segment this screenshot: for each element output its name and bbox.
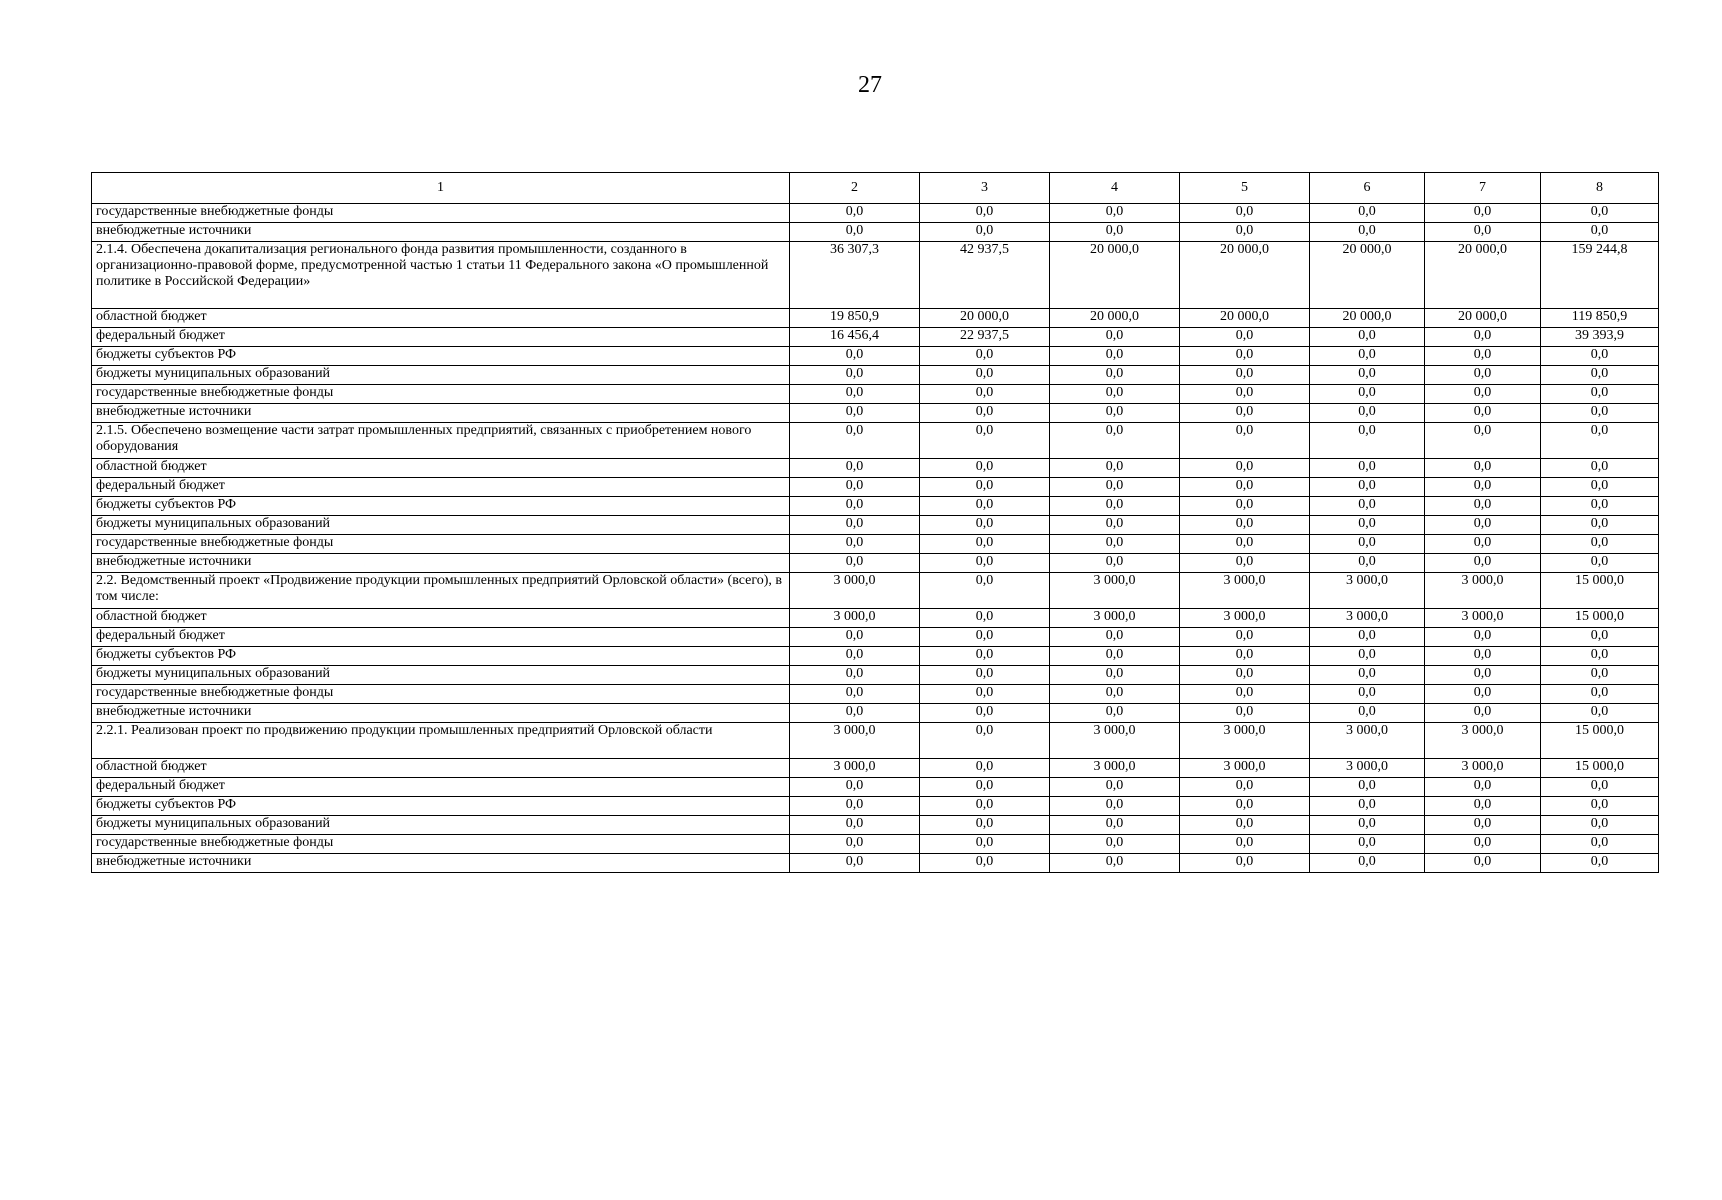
table-cell-value: 20 000,0 <box>1425 242 1541 309</box>
column-header: 6 <box>1310 173 1425 204</box>
table-cell-value: 0,0 <box>1180 223 1310 242</box>
table-cell-value: 119 850,9 <box>1541 309 1659 328</box>
table-cell-value: 0,0 <box>1310 666 1425 685</box>
table-cell-value: 3 000,0 <box>790 609 920 628</box>
table-cell-value: 0,0 <box>1050 497 1180 516</box>
table-cell-value: 0,0 <box>920 759 1050 778</box>
table-cell-value: 0,0 <box>1050 666 1180 685</box>
table-cell-value: 0,0 <box>1050 328 1180 347</box>
table-cell-value: 0,0 <box>920 573 1050 609</box>
table-cell-value: 0,0 <box>1180 478 1310 497</box>
table-cell-value: 0,0 <box>790 816 920 835</box>
table-cell-value: 0,0 <box>1425 204 1541 223</box>
table-row <box>92 666 1659 685</box>
table-cell-value: 20 000,0 <box>1180 242 1310 309</box>
table-cell-value: 0,0 <box>1180 459 1310 478</box>
table-cell-value: 0,0 <box>1541 778 1659 797</box>
table-row <box>92 242 1659 309</box>
table-cell-value: 0,0 <box>1425 854 1541 873</box>
table-cell-value: 0,0 <box>1425 366 1541 385</box>
table-cell-value: 0,0 <box>1425 704 1541 723</box>
table-cell-value: 0,0 <box>1425 685 1541 704</box>
table-cell-value: 0,0 <box>1425 497 1541 516</box>
table-cell-value: 0,0 <box>1541 366 1659 385</box>
table-cell-value: 0,0 <box>1310 347 1425 366</box>
table-cell-value: 0,0 <box>1180 423 1310 459</box>
table-row <box>92 204 1659 223</box>
row-label: внебюджетные источники <box>92 223 790 242</box>
table-cell-value: 0,0 <box>1425 835 1541 854</box>
table-cell-value: 0,0 <box>1310 628 1425 647</box>
table-cell-value: 0,0 <box>1425 647 1541 666</box>
table-cell-value: 0,0 <box>920 204 1050 223</box>
table-cell-value: 15 000,0 <box>1541 723 1659 759</box>
table-cell-value: 0,0 <box>1180 347 1310 366</box>
row-label: внебюджетные источники <box>92 554 790 573</box>
table-cell-value: 0,0 <box>1541 404 1659 423</box>
table-cell-value: 3 000,0 <box>1050 723 1180 759</box>
row-label: областной бюджет <box>92 459 790 478</box>
row-label: федеральный бюджет <box>92 328 790 347</box>
table-cell-value: 0,0 <box>790 459 920 478</box>
table-cell-value: 0,0 <box>1050 816 1180 835</box>
table-cell-value: 3 000,0 <box>1425 759 1541 778</box>
table-cell-value: 20 000,0 <box>1310 242 1425 309</box>
table-cell-value: 0,0 <box>1541 423 1659 459</box>
table-cell-value: 0,0 <box>1180 797 1310 816</box>
table-cell-value: 0,0 <box>920 835 1050 854</box>
row-label: государственные внебюджетные фонды <box>92 385 790 404</box>
table-cell-value: 3 000,0 <box>1425 609 1541 628</box>
row-label: бюджеты субъектов РФ <box>92 797 790 816</box>
table-cell-value: 0,0 <box>1050 516 1180 535</box>
table-cell-value: 0,0 <box>920 404 1050 423</box>
table-cell-value: 0,0 <box>790 835 920 854</box>
table-cell-value: 0,0 <box>1050 797 1180 816</box>
row-label: государственные внебюджетные фонды <box>92 835 790 854</box>
table-row <box>92 835 1659 854</box>
row-label: федеральный бюджет <box>92 478 790 497</box>
table-row <box>92 223 1659 242</box>
table-row <box>92 704 1659 723</box>
row-label: областной бюджет <box>92 759 790 778</box>
table-cell-value: 0,0 <box>1050 704 1180 723</box>
table-cell-value: 0,0 <box>1180 535 1310 554</box>
table-cell-value: 20 000,0 <box>1425 309 1541 328</box>
table-row <box>92 366 1659 385</box>
table-cell-value: 0,0 <box>790 854 920 873</box>
table-cell-value: 19 850,9 <box>790 309 920 328</box>
row-label: федеральный бюджет <box>92 628 790 647</box>
row-label: государственные внебюджетные фонды <box>92 204 790 223</box>
table-cell-value: 0,0 <box>1425 778 1541 797</box>
budget-table-container <box>91 172 1659 873</box>
table-cell-value: 0,0 <box>790 404 920 423</box>
table-cell-value: 0,0 <box>790 797 920 816</box>
table-cell-value: 0,0 <box>1425 554 1541 573</box>
table-cell-value: 0,0 <box>1050 778 1180 797</box>
table-cell-value: 0,0 <box>1180 204 1310 223</box>
table-cell-value: 0,0 <box>1180 854 1310 873</box>
table-cell-value: 15 000,0 <box>1541 759 1659 778</box>
table-row <box>92 854 1659 873</box>
column-header: 3 <box>920 173 1050 204</box>
row-label: бюджеты муниципальных образований <box>92 516 790 535</box>
table-row <box>92 478 1659 497</box>
table-cell-value: 0,0 <box>1310 423 1425 459</box>
table-cell-value: 0,0 <box>790 497 920 516</box>
table-cell-value: 0,0 <box>1050 535 1180 554</box>
table-cell-value: 0,0 <box>790 628 920 647</box>
table-cell-value: 0,0 <box>1050 385 1180 404</box>
table-cell-value: 3 000,0 <box>1050 759 1180 778</box>
table-cell-value: 0,0 <box>790 778 920 797</box>
table-cell-value: 0,0 <box>1050 628 1180 647</box>
table-cell-value: 0,0 <box>1541 854 1659 873</box>
table-row <box>92 554 1659 573</box>
table-cell-value: 0,0 <box>790 554 920 573</box>
table-row <box>92 778 1659 797</box>
table-cell-value: 0,0 <box>1310 366 1425 385</box>
table-cell-value: 0,0 <box>1541 204 1659 223</box>
table-cell-value: 0,0 <box>1050 366 1180 385</box>
row-label: 2.2. Ведомственный проект «Продвижение продукции промышленных предприятий Орловской области» (всего), в том числе: <box>92 573 790 609</box>
table-cell-value: 0,0 <box>920 497 1050 516</box>
table-cell-value: 0,0 <box>790 423 920 459</box>
budget-table <box>91 172 1659 873</box>
table-cell-value: 20 000,0 <box>920 309 1050 328</box>
table-cell-value: 0,0 <box>920 423 1050 459</box>
row-label: бюджеты субъектов РФ <box>92 647 790 666</box>
table-cell-value: 0,0 <box>1541 385 1659 404</box>
table-cell-value: 3 000,0 <box>1180 723 1310 759</box>
table-row <box>92 535 1659 554</box>
table-cell-value: 0,0 <box>1541 628 1659 647</box>
table-cell-value: 0,0 <box>1310 535 1425 554</box>
table-cell-value: 0,0 <box>1541 554 1659 573</box>
table-row <box>92 628 1659 647</box>
table-cell-value: 15 000,0 <box>1541 573 1659 609</box>
table-cell-value: 36 307,3 <box>790 242 920 309</box>
table-cell-value: 0,0 <box>920 647 1050 666</box>
row-label: бюджеты муниципальных образований <box>92 666 790 685</box>
table-row <box>92 404 1659 423</box>
row-label: 2.2.1. Реализован проект по продвижению продукции промышленных предприятий Орловской области <box>92 723 790 759</box>
table-cell-value: 0,0 <box>920 816 1050 835</box>
table-cell-value: 0,0 <box>920 685 1050 704</box>
table-cell-value: 0,0 <box>1541 797 1659 816</box>
table-cell-value: 0,0 <box>1310 816 1425 835</box>
table-cell-value: 15 000,0 <box>1541 609 1659 628</box>
table-cell-value: 3 000,0 <box>1425 573 1541 609</box>
table-cell-value: 0,0 <box>1541 497 1659 516</box>
table-cell-value: 0,0 <box>920 535 1050 554</box>
table-cell-value: 42 937,5 <box>920 242 1050 309</box>
table-cell-value: 0,0 <box>1425 478 1541 497</box>
table-cell-value: 0,0 <box>790 347 920 366</box>
table-cell-value: 0,0 <box>1310 204 1425 223</box>
table-cell-value: 0,0 <box>1310 685 1425 704</box>
table-cell-value: 3 000,0 <box>1180 609 1310 628</box>
table-cell-value: 0,0 <box>920 516 1050 535</box>
table-cell-value: 0,0 <box>1050 835 1180 854</box>
table-cell-value: 0,0 <box>1310 516 1425 535</box>
table-row <box>92 309 1659 328</box>
table-cell-value: 0,0 <box>1425 666 1541 685</box>
table-row <box>92 328 1659 347</box>
table-body <box>92 204 1659 873</box>
table-cell-value: 0,0 <box>1050 854 1180 873</box>
table-cell-value: 0,0 <box>1310 797 1425 816</box>
table-cell-value: 0,0 <box>1425 223 1541 242</box>
table-cell-value: 0,0 <box>1425 328 1541 347</box>
table-cell-value: 20 000,0 <box>1050 309 1180 328</box>
table-cell-value: 0,0 <box>1541 223 1659 242</box>
table-cell-value: 0,0 <box>790 385 920 404</box>
page-number: 27 <box>858 72 882 98</box>
table-row <box>92 423 1659 459</box>
table-cell-value: 0,0 <box>1180 704 1310 723</box>
table-cell-value: 0,0 <box>1050 347 1180 366</box>
table-cell-value: 20 000,0 <box>1180 309 1310 328</box>
table-cell-value: 0,0 <box>1180 404 1310 423</box>
table-cell-value: 0,0 <box>1541 478 1659 497</box>
table-cell-value: 20 000,0 <box>1050 242 1180 309</box>
table-cell-value: 0,0 <box>790 366 920 385</box>
table-cell-value: 0,0 <box>1425 404 1541 423</box>
row-label: бюджеты субъектов РФ <box>92 497 790 516</box>
table-cell-value: 3 000,0 <box>790 759 920 778</box>
table-cell-value: 0,0 <box>1425 347 1541 366</box>
row-label: областной бюджет <box>92 309 790 328</box>
table-cell-value: 0,0 <box>1310 404 1425 423</box>
table-row <box>92 723 1659 759</box>
column-header: 2 <box>790 173 920 204</box>
table-cell-value: 0,0 <box>1425 816 1541 835</box>
table-cell-value: 0,0 <box>1050 554 1180 573</box>
table-cell-value: 0,0 <box>1310 385 1425 404</box>
table-cell-value: 0,0 <box>1180 385 1310 404</box>
table-row <box>92 647 1659 666</box>
table-cell-value: 0,0 <box>1310 497 1425 516</box>
row-label: бюджеты муниципальных образований <box>92 366 790 385</box>
table-cell-value: 0,0 <box>1425 797 1541 816</box>
row-label: государственные внебюджетные фонды <box>92 685 790 704</box>
table-cell-value: 3 000,0 <box>1425 723 1541 759</box>
table-cell-value: 0,0 <box>1180 835 1310 854</box>
row-label: внебюджетные источники <box>92 854 790 873</box>
table-cell-value: 0,0 <box>790 666 920 685</box>
table-cell-value: 3 000,0 <box>1310 573 1425 609</box>
table-row <box>92 347 1659 366</box>
table-cell-value: 0,0 <box>1310 554 1425 573</box>
table-row <box>92 573 1659 609</box>
row-label: внебюджетные источники <box>92 704 790 723</box>
table-cell-value: 0,0 <box>1050 404 1180 423</box>
table-cell-value: 0,0 <box>1050 685 1180 704</box>
table-row <box>92 797 1659 816</box>
table-row <box>92 685 1659 704</box>
table-row <box>92 497 1659 516</box>
table-cell-value: 16 456,4 <box>790 328 920 347</box>
table-cell-value: 0,0 <box>1425 459 1541 478</box>
table-cell-value: 0,0 <box>1050 223 1180 242</box>
row-label: внебюджетные источники <box>92 404 790 423</box>
table-cell-value: 0,0 <box>1541 685 1659 704</box>
table-cell-value: 0,0 <box>1310 647 1425 666</box>
column-header: 4 <box>1050 173 1180 204</box>
table-cell-value: 3 000,0 <box>1180 759 1310 778</box>
table-cell-value: 0,0 <box>1180 328 1310 347</box>
table-cell-value: 0,0 <box>1541 816 1659 835</box>
table-cell-value: 0,0 <box>920 609 1050 628</box>
table-row <box>92 516 1659 535</box>
column-header: 5 <box>1180 173 1310 204</box>
table-cell-value: 0,0 <box>920 223 1050 242</box>
table-cell-value: 0,0 <box>1180 666 1310 685</box>
table-cell-value: 0,0 <box>1310 778 1425 797</box>
table-cell-value: 0,0 <box>1541 835 1659 854</box>
row-label: федеральный бюджет <box>92 778 790 797</box>
table-row <box>92 816 1659 835</box>
table-cell-value: 0,0 <box>790 535 920 554</box>
table-cell-value: 0,0 <box>790 223 920 242</box>
table-cell-value: 0,0 <box>1541 666 1659 685</box>
table-cell-value: 0,0 <box>1541 535 1659 554</box>
table-cell-value: 0,0 <box>790 647 920 666</box>
table-cell-value: 3 000,0 <box>1310 759 1425 778</box>
table-cell-value: 3 000,0 <box>1050 573 1180 609</box>
table-cell-value: 0,0 <box>1425 516 1541 535</box>
table-cell-value: 3 000,0 <box>790 573 920 609</box>
column-header: 8 <box>1541 173 1659 204</box>
table-cell-value: 159 244,8 <box>1541 242 1659 309</box>
table-cell-value: 0,0 <box>1050 423 1180 459</box>
table-cell-value: 0,0 <box>1180 497 1310 516</box>
table-cell-value: 0,0 <box>920 778 1050 797</box>
table-cell-value: 0,0 <box>1541 704 1659 723</box>
table-cell-value: 0,0 <box>1050 478 1180 497</box>
table-cell-value: 0,0 <box>1050 459 1180 478</box>
table-cell-value: 0,0 <box>920 385 1050 404</box>
row-label: областной бюджет <box>92 609 790 628</box>
table-cell-value: 0,0 <box>790 516 920 535</box>
column-header: 1 <box>92 173 790 204</box>
table-cell-value: 0,0 <box>1050 204 1180 223</box>
table-cell-value: 0,0 <box>1541 459 1659 478</box>
table-cell-value: 0,0 <box>920 704 1050 723</box>
table-cell-value: 0,0 <box>790 478 920 497</box>
column-header: 7 <box>1425 173 1541 204</box>
table-cell-value: 0,0 <box>1310 223 1425 242</box>
table-cell-value: 0,0 <box>1310 478 1425 497</box>
table-row <box>92 459 1659 478</box>
table-cell-value: 0,0 <box>1310 704 1425 723</box>
table-cell-value: 0,0 <box>1180 816 1310 835</box>
table-cell-value: 0,0 <box>920 347 1050 366</box>
table-cell-value: 0,0 <box>790 204 920 223</box>
table-cell-value: 0,0 <box>1541 516 1659 535</box>
row-label: государственные внебюджетные фонды <box>92 535 790 554</box>
table-cell-value: 0,0 <box>790 704 920 723</box>
table-row <box>92 385 1659 404</box>
table-cell-value: 20 000,0 <box>1310 309 1425 328</box>
table-cell-value: 0,0 <box>1180 685 1310 704</box>
table-cell-value: 0,0 <box>1180 554 1310 573</box>
table-cell-value: 0,0 <box>1180 628 1310 647</box>
table-cell-value: 3 000,0 <box>1050 609 1180 628</box>
row-label: 2.1.4. Обеспечена докапитализация регионального фонда развития промышленности, созданного в организационно-правовой форме, предусмотренной частью 1 статьи 11 Федерального закона «О промышленной политике в Российской Федерации» <box>92 242 790 309</box>
table-cell-value: 0,0 <box>1310 854 1425 873</box>
table-cell-value: 3 000,0 <box>790 723 920 759</box>
table-cell-value: 0,0 <box>1180 778 1310 797</box>
table-cell-value: 0,0 <box>920 554 1050 573</box>
table-cell-value: 0,0 <box>1180 516 1310 535</box>
table-cell-value: 0,0 <box>920 459 1050 478</box>
table-row <box>92 609 1659 628</box>
table-cell-value: 3 000,0 <box>1310 723 1425 759</box>
table-cell-value: 0,0 <box>920 723 1050 759</box>
table-cell-value: 22 937,5 <box>920 328 1050 347</box>
table-cell-value: 0,0 <box>920 478 1050 497</box>
table-cell-value: 0,0 <box>1180 647 1310 666</box>
table-cell-value: 0,0 <box>1180 366 1310 385</box>
table-cell-value: 3 000,0 <box>1180 573 1310 609</box>
table-cell-value: 0,0 <box>1425 535 1541 554</box>
table-cell-value: 0,0 <box>790 685 920 704</box>
table-cell-value: 39 393,9 <box>1541 328 1659 347</box>
header-row <box>92 173 1659 204</box>
table-cell-value: 0,0 <box>920 666 1050 685</box>
table-cell-value: 0,0 <box>1050 647 1180 666</box>
table-cell-value: 0,0 <box>1425 423 1541 459</box>
table-cell-value: 0,0 <box>920 628 1050 647</box>
table-row <box>92 759 1659 778</box>
table-cell-value: 0,0 <box>1310 835 1425 854</box>
table-cell-value: 0,0 <box>920 366 1050 385</box>
row-label: 2.1.5. Обеспечено возмещение части затрат промышленных предприятий, связанных с приобретением нового оборудования <box>92 423 790 459</box>
row-label: бюджеты субъектов РФ <box>92 347 790 366</box>
table-cell-value: 0,0 <box>1541 347 1659 366</box>
table-cell-value: 0,0 <box>1425 628 1541 647</box>
table-cell-value: 0,0 <box>1310 459 1425 478</box>
row-label: бюджеты муниципальных образований <box>92 816 790 835</box>
table-cell-value: 0,0 <box>1541 647 1659 666</box>
table-cell-value: 3 000,0 <box>1310 609 1425 628</box>
table-cell-value: 0,0 <box>1425 385 1541 404</box>
table-cell-value: 0,0 <box>1310 328 1425 347</box>
table-cell-value: 0,0 <box>920 854 1050 873</box>
table-cell-value: 0,0 <box>920 797 1050 816</box>
